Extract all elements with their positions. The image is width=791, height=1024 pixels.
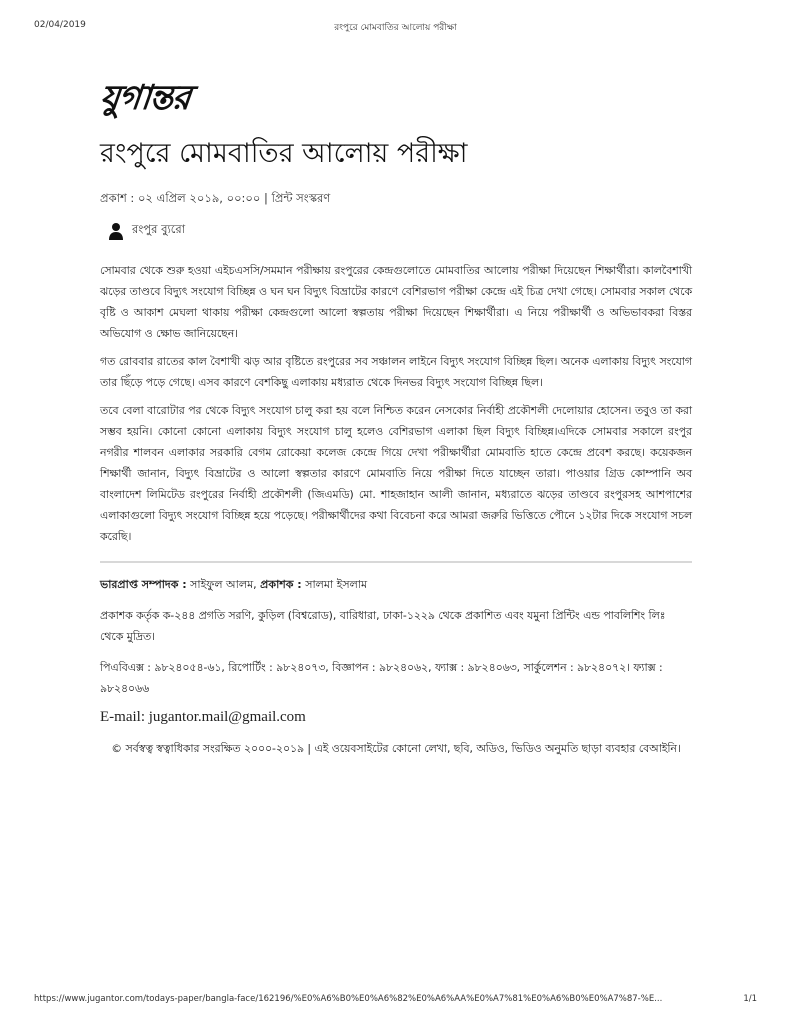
article-paragraph-2: গত রোববার রাতের কাল বৈশাখী ঝড় আর বৃষ্টিতে রংপুরের সব সঞ্চালন লাইনে বিদ্যুৎ সংযোগ বিচ্ছিন্ন ছিল। অনেক এলাকায় বিদ্যুৎ সংযোগ তার ছিঁড়ে পড়ে গেছে। এসব কারণে বেশকিছু এলাকায় মধ্যরাত থেকে দিনভর বিদ্যুৎ সংযোগ বিচ্ছিন্ন ছিল।: [100, 355, 692, 390]
article-body: [100, 260, 692, 547]
article-paragraph-3: তবে বেলা বারোটার পর থেকে বিদ্যুৎ সংযোগ চালু করা হয় বলে নিশ্চিত করেন নেসকোর নির্বাহী প্রকৌশলী দেলোয়ার হোসেন। তবুও তা করা সম্ভব হয়নি। কোনো কোনো এলাকায় বিদ্যুৎ সংযোগ চালু হলেও বেশিরভাগ এলাকা ছিল বিদ্যুৎ বিচ্ছিন্ন।এদিকে সোমবার সকালে রংপুর নগরীর শালবন এলাকার সরকারি বেগম রোকেয়া কলেজ কেন্দ্রে গিয়ে দেখা পরীক্ষার্থীরা মোমবাতি হাতে কেন্দ্রে প্রবেশ করছে। কয়েকজন শিক্ষার্থী জানান, বিদ্যুৎ বিভ্রাটের ও আলো স্বল্পতার কারণে মোমবাতি নিয়ে পরীক্ষা দিতে যাচ্ছেন তারা। পাওয়ার গ্রিড কোম্পানি অব বাংলাদেশ লিমিটেড রংপুরের নির্বাহী প্রকৌশলী (জিএমডি) মো. শাহজাহান আলী জানান, মধ্যরাতে ঝড়ের তাণ্ডবে রংপুরসহ আশপাশের এলাকাগুলো বিদ্যুৎ সংযোগ বিচ্ছিন্ন হয়ে পড়েছে। পরীক্ষার্থীদের কথা বিবেচনা করে আমরা জরুরি ভিত্তিতে পৌনে ১২টার দিকে সংযোগ সচল করেছি।: [100, 404, 692, 544]
article-headline: রংপুরে মোমবাতির আলোয় পরীক্ষা: [100, 138, 468, 169]
publisher-name: সালমা ইসলাম: [305, 578, 368, 592]
editor-label: ভারপ্রাপ্ত সম্পাদক :: [100, 578, 187, 592]
print-date: 02/04/2019: [34, 20, 86, 30]
publisher-address: প্রকাশক কর্তৃক ক-২৪৪ প্রগতি সরণি, কুড়িল (বিশ্বরোড), বারিধারা, ঢাকা-১২২৯ থেকে প্রকাশিত এবং যমুনা প্রিন্টিং এন্ড পাবলিশিং লিঃ থেকে মুদ্রিত।: [100, 609, 666, 644]
jugantor-logo[interactable]: যুগান্তর: [97, 78, 192, 118]
print-page-number: 1/1: [743, 994, 757, 1004]
print-page-title: রংপুরে মোমবাতির আলোয় পরীক্ষা: [334, 23, 457, 33]
article-container: [97, 78, 692, 759]
footer-divider: [100, 561, 692, 563]
copyright-notice: © সর্বস্বত্ব স্বত্বাধিকার সংরক্ষিত ২০০০-২০১৯ | এই ওয়েবসাইটের কোনো লেখা, ছবি, অডিও, ভিডিও অনুমতি ছাড়া ব্যবহার বেআইনি।: [111, 742, 681, 756]
contact-phones: পিএবিএক্স : ৯৮২৪০৫৪-৬১, রিপোর্টিং : ৯৮২৪০৭৩, বিজ্ঞাপন : ৯৮২৪০৬২, ফ্যাক্স : ৯৮২৪০৬৩, সার্কুলেশন : ৯৮২৪০৭২। ফ্যাক্স : ৯৮২৪০৬৬: [100, 661, 663, 696]
contact-email[interactable]: E-mail: jugantor.mail@gmail.com: [100, 709, 306, 726]
publish-meta: প্রকাশ : ০২ এপ্রিল ২০১৯, ০০:০০ | প্রিন্ট সংস্করণ: [100, 191, 331, 206]
author-line: [100, 221, 692, 240]
editor-publisher-line: [100, 575, 692, 595]
print-url: https://www.jugantor.com/todays-paper/bangla-face/162196/%E0%A6%B0%E0%A6%82%E0%A6%AA%E0%A7%81%E0%A6%B0%E0%A7%87-%E...: [34, 994, 663, 1004]
publisher-label: প্রকাশক :: [260, 578, 302, 592]
author-name: রংপুর ব্যুরো: [132, 222, 186, 237]
article-paragraph-1: সোমবার থেকে শুরু হওয়া এইচএসসি/সমমান পরীক্ষায় রংপুরের কেন্দ্রগুলোতে মোমবাতির আলোয় পরীক্ষা দিয়েছেন শিক্ষার্থীরা। কালবৈশাখী ঝড়ের তাণ্ডবে বিদ্যুৎ সংযোগ বিচ্ছিন্ন ও ঘন ঘন বিদ্যুৎ বিভ্রাটের কারণে বেশিরভাগ পরীক্ষা কেন্দ্রে এই চিত্র দেখা গেছে। সোমবার সকাল থেকে বৃষ্টি ও আকাশ মেঘলা থাকায় পরীক্ষা কেন্দ্রগুলো আলো স্বল্পতায় পরীক্ষা দিয়েছেন শিক্ষার্থীরা। এ নিয়ে পরীক্ষার্থী ও অভিভাবকরা বিস্তর অভিযোগ ও ক্ষোভ জানিয়েছেন।: [100, 264, 692, 341]
editor-name: সাইফুল আলম,: [190, 578, 257, 592]
user-icon: [108, 222, 124, 240]
